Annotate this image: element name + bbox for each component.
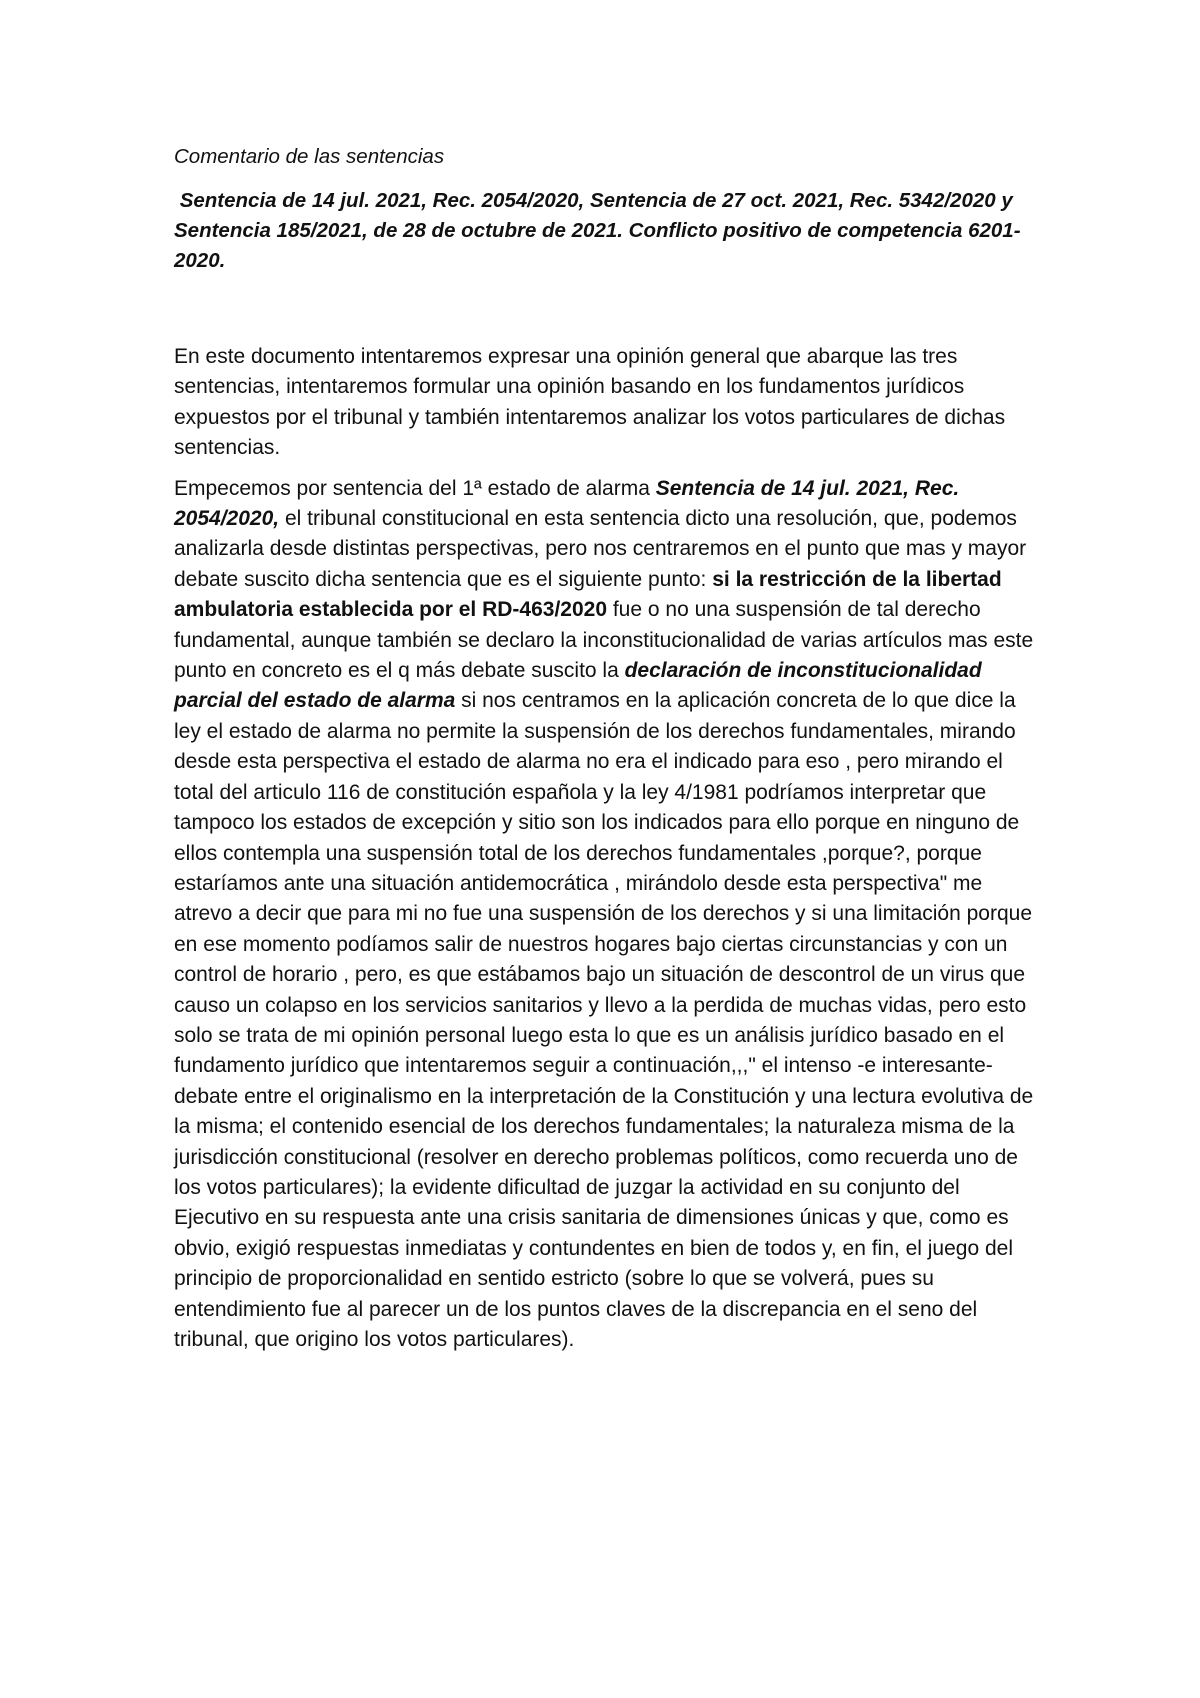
- document-subtitle: Sentencia de 14 jul. 2021, Rec. 2054/2020, Sentencia de 27 oct. 2021, Rec. 5342/2020 y Sentencia 185/2021, de 28 de octubre de 2021. Conflicto positivo de competencia 6201-2020.: [174, 189, 1021, 272]
- document-title: Comentario de las sentencias: [174, 145, 445, 168]
- paragraph-analysis: [174, 474, 1034, 1356]
- document-page: [174, 142, 1034, 1365]
- paragraph-intro: En este documento intentaremos expresar una opinión general que abarque las tres sentencias, intentaremos formular una opinión basando en los fundamentos jurídicos expuestos por el tribunal y también intentaremos analizar los votos particulares de dichas sentencias.: [174, 345, 1006, 460]
- key-question: si la restricción de la libertad ambulatoria establecida por el RD-463/2020: [174, 567, 1002, 622]
- sentence-reference: Sentencia de 14 jul. 2021, Rec. 2054/2020,: [174, 476, 960, 531]
- paragraph-text: si nos centramos en la aplicación concreta de lo que dice la ley el estado de alarma no permite la suspensión de los derechos fundamentales, mirando desde esta perspectiva el estado de alarma no era el indicado para eso , pero mirando el total del articulo 116 de constitución española y la ley 4/1981 podríamos interpretar que tampoco los estados de excepción y sitio son los indicados para ello porque en ninguno de ellos contempla una suspensión total de los derechos fundamentales ,porque?, porque estaríamos ante una situación antidemocrática , mirándolo desde esta perspectiva" me atrevo a decir que para mi no fue una suspensión de los derechos y si una limitación porque en ese momento podíamos salir de nuestros hogares bajo ciertas circunstancias y con un control de horario , pero, es que estábamos bajo un situación de descontrol de un virus que causo un colapso en los servicios sanitarios y llevo a la perdida de muchas vidas, pero esto solo se trata de mi opinión personal luego esta lo que es un análisis jurídico basado en el fundamento jurídico que intentaremos seguir a continuación,,," el intenso -e interesante- debate entre el originalismo en la interpretación de la Constitución y una lectura evolutiva de la misma; el contenido esencial de los derechos fundamentales; la naturaleza misma de la jurisdicción constitucional (resolver en derecho problemas políticos, como recuerda uno de los votos particulares); la evidente dificultad de juzgar la actividad en su conjunto del Ejecutivo en su respuesta ante una crisis sanitaria de dimensiones únicas y que, como es obvio, exigió respuestas inmediatas y contundentes en bien de todos y, en fin, el juego del principio de proporcionalidad en sentido estricto (sobre lo que se volverá, pues su entendimiento fue al parecer un de los puntos claves de la discrepancia en el seno del tribunal, que origino los votos particulares).: [174, 689, 1034, 1351]
- paragraph-text: fue o no una suspensión de tal derecho fundamental, aunque también se declaro la inconstitucionalidad de varias artículos mas este punto en concreto es el q más debate suscito la: [174, 598, 1034, 683]
- paragraph-text: Empecemos por sentencia del 1ª estado de alarma: [174, 476, 656, 500]
- paragraph-text: el tribunal constitucional en esta sentencia dicto una resolución, que, podemos analizarla desde distintas perspectivas, pero nos centraremos en el punto que mas y mayor debate suscito dicha sentencia que es el siguiente punto:: [174, 507, 1027, 591]
- key-declaration: declaración de inconstitucionalidad parcial del estado de alarma: [174, 659, 982, 713]
